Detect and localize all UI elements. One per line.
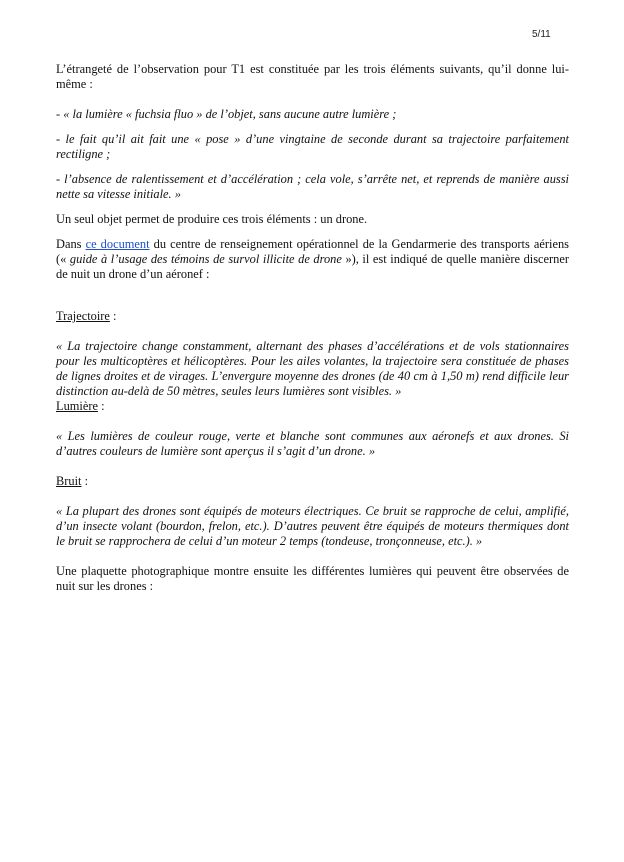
page-number: 5/11 xyxy=(532,29,551,40)
section-heading-bruit xyxy=(56,474,569,489)
document-link[interactable]: ce document xyxy=(85,237,150,251)
list-item: - l’absence de ralentissement et d’accélération ; cela vole, s’arrête net, et reprends de manière aussi nette sa vitesse initiale. » xyxy=(56,172,569,201)
lumiere-heading: Lumière xyxy=(56,399,98,413)
source-paragraph xyxy=(56,237,569,282)
section-heading-lumiere xyxy=(56,399,569,414)
trajectoire-heading: Trajectoire xyxy=(56,309,110,323)
lumiere-quote: « Les lumières de couleur rouge, verte et blanche sont communes aux aéronefs et aux drones. Si d’autres couleurs de lumière sont aperçus il s’agit d’un drone. » xyxy=(56,429,569,458)
conclusion-paragraph: Un seul objet permet de produire ces trois éléments : un drone. xyxy=(56,212,368,226)
intro-paragraph: L’étrangeté de l’observation pour T1 est constituée par les trois éléments suivants, qu’il donne lui-même : xyxy=(56,62,569,91)
heading-colon: : xyxy=(97,399,105,413)
bruit-quote: « La plupart des drones sont équipés de moteurs électriques. Ce bruit se rapproche de celui, amplifié, d’un insecte volant (bourdon, frelon, etc.). D’autres peuvent être équipés de moteurs thermiques dont le bruit se rapprochera de celui d’un moteur 2 temps (tondeuse, tronçonneuse, etc.). » xyxy=(56,504,569,548)
trajectoire-quote: « La trajectoire change constamment, alternant des phases d’accélérations et de vols stationnaires pour les multicoptères et hélicoptères. Pour les ailes volantes, la trajectoire sera constituée de phases de lignes droites et de virages. L’envergure moyenne des drones (de 40 cm à 1,50 m) rend difficile leur distinction au-delà de 50 mètres, seules leurs lumières sont visibles. » xyxy=(56,339,569,398)
section-heading-trajectoire xyxy=(56,309,569,324)
closing-paragraph: Une plaquette photographique montre ensuite les différentes lumières qui peuvent être observées de nuit sur les drones : xyxy=(56,564,569,593)
list-item: - « la lumière « fuchsia fluo » de l’objet, sans aucune autre lumière ; xyxy=(56,107,397,121)
source-suffix: »), il est indiqué de quelle manière discerner de nuit un drone d’un aéronef : xyxy=(56,252,570,281)
heading-colon: : xyxy=(109,309,117,323)
heading-colon: : xyxy=(81,474,89,488)
document-body xyxy=(56,62,569,594)
source-prefix: Dans xyxy=(56,237,86,251)
guide-title: guide à l’usage des témoins de survol illicite de drone xyxy=(69,252,342,266)
list-item: - le fait qu’il ait fait une « pose » d’une vingtaine de seconde durant sa trajectoire parfaitement rectiligne ; xyxy=(56,132,569,161)
bruit-heading: Bruit xyxy=(56,474,82,488)
source-middle: du centre de renseignement opérationnel de la Gendarmerie des transports aériens (« xyxy=(56,237,569,266)
